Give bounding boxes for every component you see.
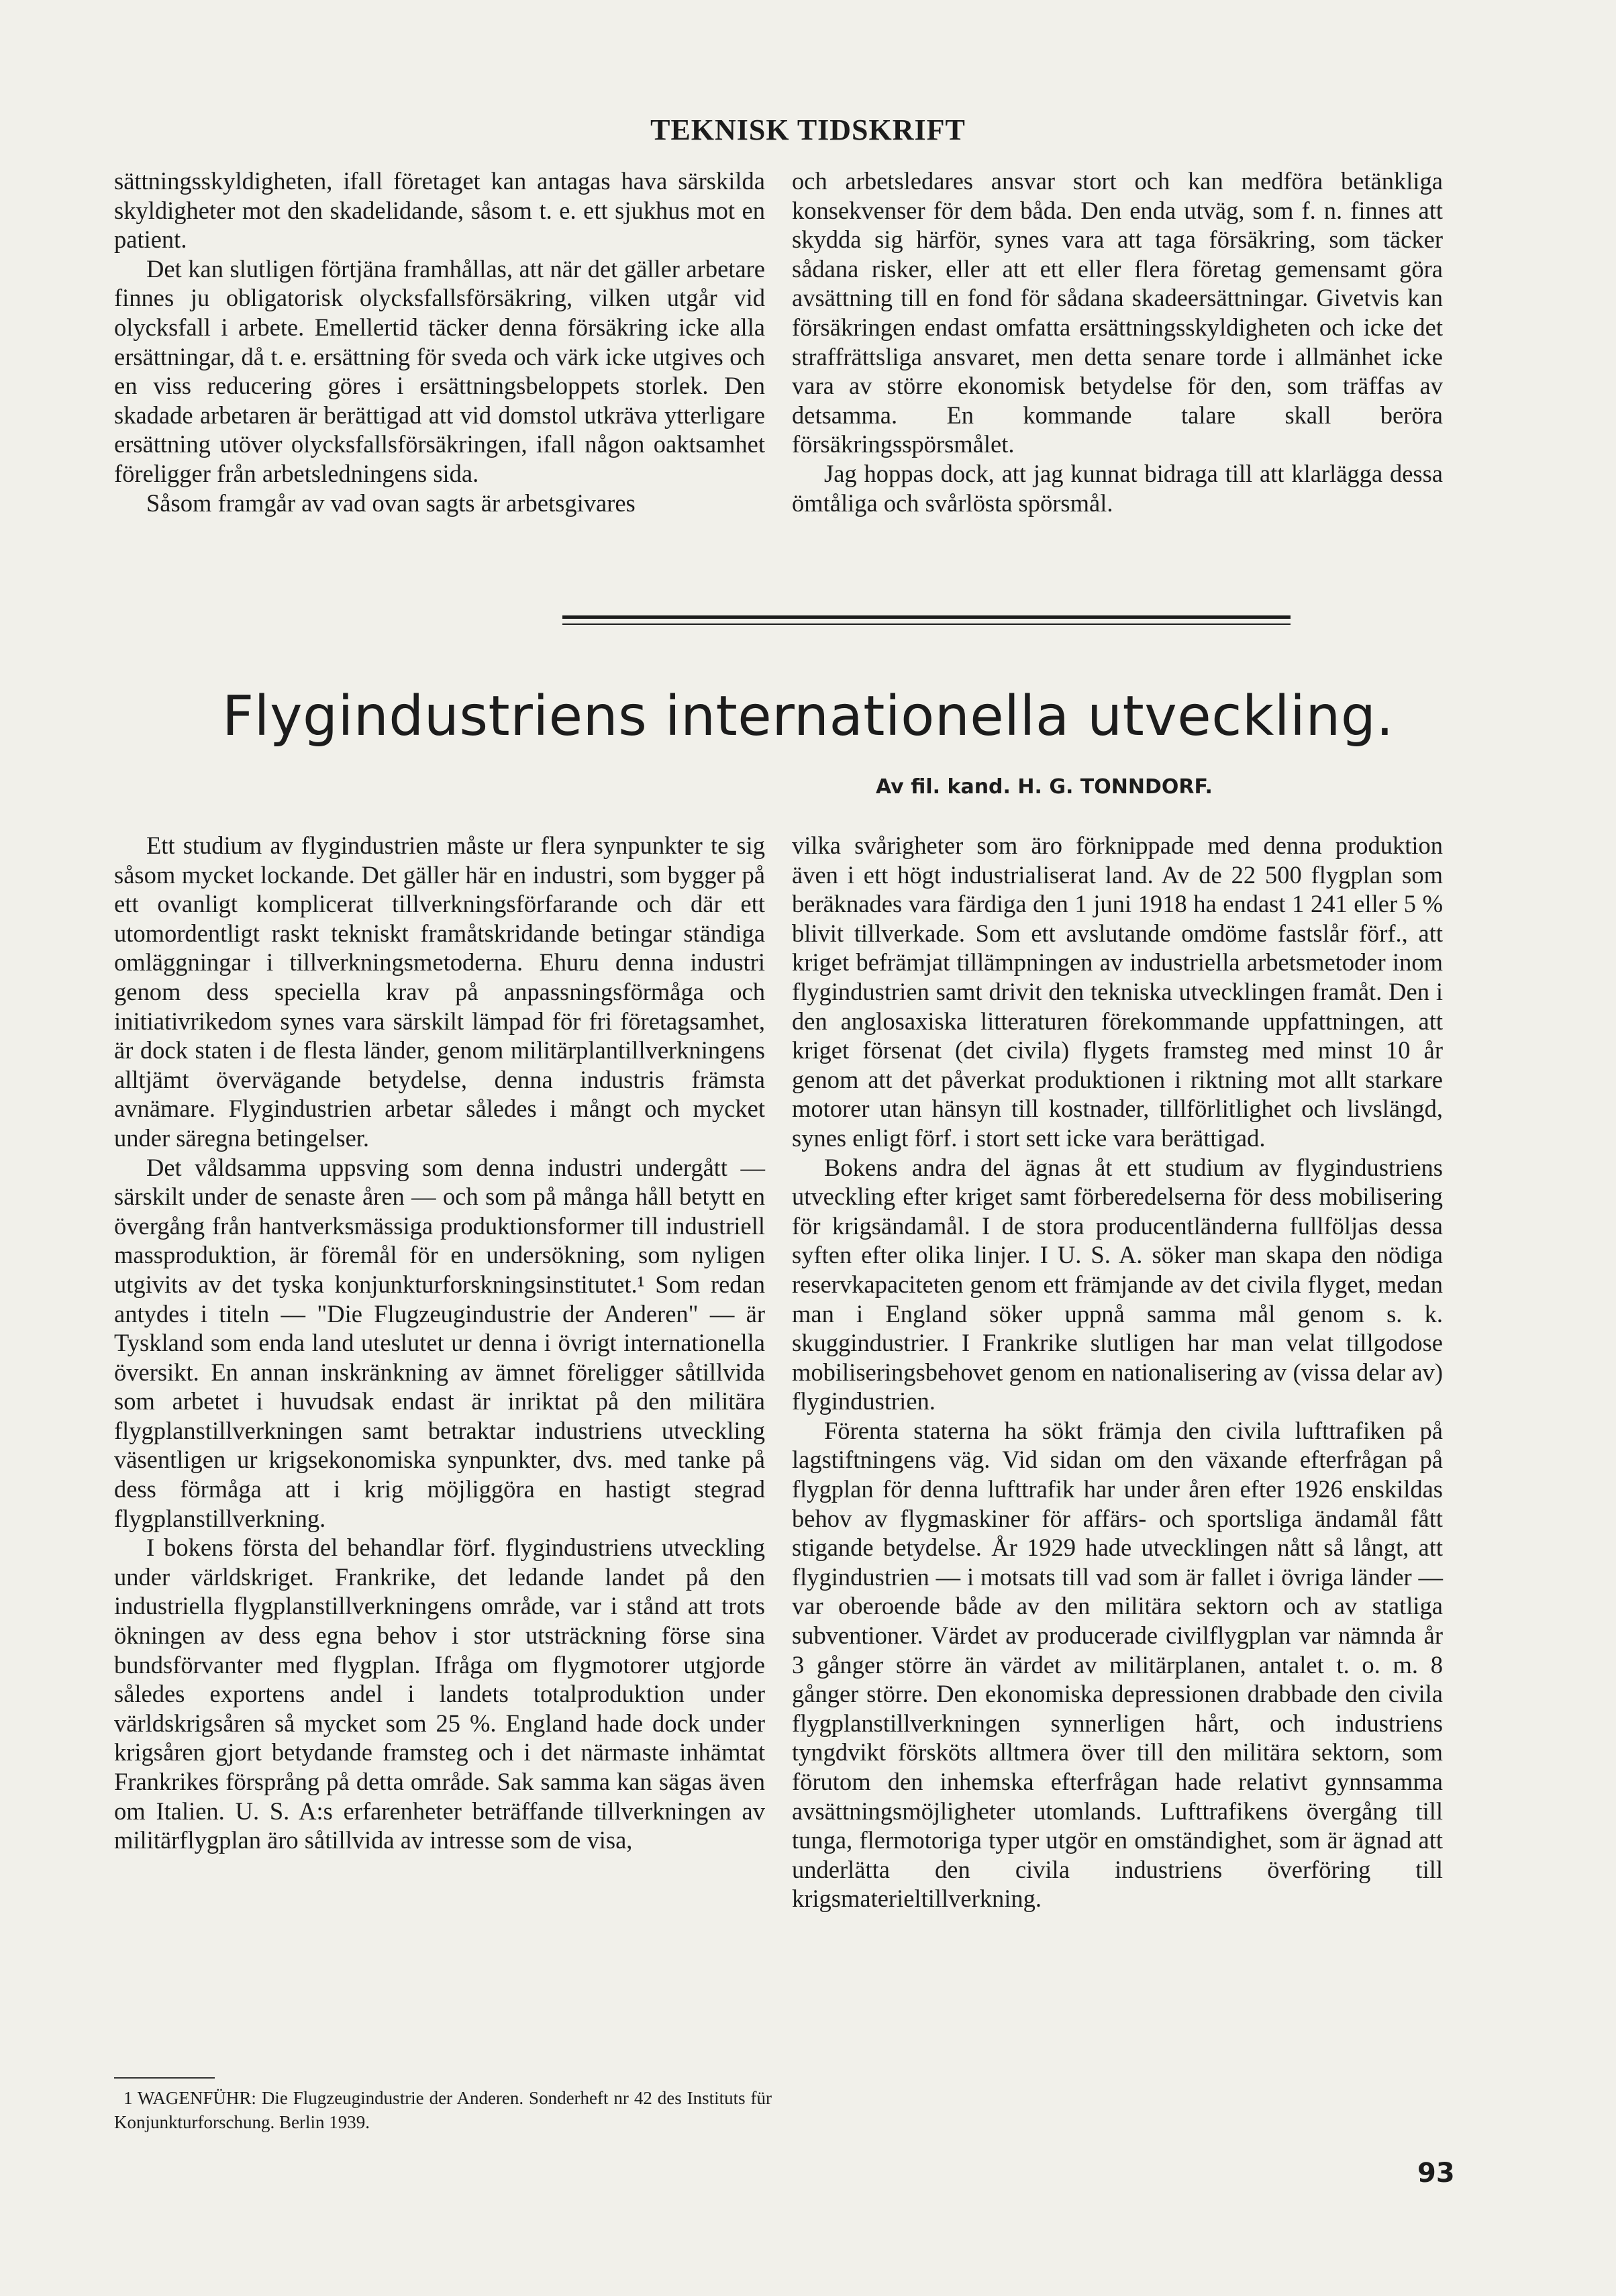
previous-article-right-column bbox=[792, 166, 1443, 517]
previous-article-left-column bbox=[114, 166, 765, 517]
paragraph: Det våldsamma uppsving som denna industri undergått — särskilt under de senaste åren — och som på många håll betytt en övergång från hantverksmässiga produktionsformer till industriell massproduktion, är föremål för en undersökning, som nyligen utgivits av det tyska konjunkturforskningsinstitutet.¹ Som redan antydes i titeln — "Die Flugzeugindustrie der Anderen" — är Tyskland som enda land uteslutet ur denna i övrigt internationella översikt. En annan inskränkning av ämnet föreligger såtillvida som arbetet i huvudsak endast är inriktat på den militära flygplanstillverkningen samt betraktar industriens utveckling väsentligen ur krigsekonomiska synpunkter, dvs. med tanke på dess förmåga att i krig möjliggöra en hastigt stegrad flygplanstillverkning. bbox=[114, 1153, 765, 1532]
paragraph: Det kan slutligen förtjäna framhållas, att när det gäller arbetare finnes ju obligatorisk olycksfallsförsäkring, vilken utgår vid olycksfall i arbete. Emellertid täcker denna försäkring icke alla ersättningar, då t. e. ersättning för sveda och värk icke utgives och en viss reducering göres i ersättningsbeloppets storlek. Den skadade arbetaren är berättigad att vid domstol utkräva ytterligare ersättning utöver olycksfallsförsäkringen, ifall någon oaktsamhet föreligger från arbetsledningens sida. bbox=[114, 254, 765, 487]
paragraph: vilka svårigheter som äro förknippade med denna produktion även i ett högt industrialiserat land. Av de 22 500 flygplan som beräknades vara färdiga den 1 juni 1918 ha endast 1 241 eller 5 % blivit tillverkade. Som ett avslutande omdöme fastslår förf., att kriget befrämjat tillämpningen av industriella arbetsmetoder inom flygindustrien samt drivit den tekniska utvecklingen framåt. Den i den anglosaxiska litteraturen förekommande uppfattningen, att kriget försenat (det civila) flygets framsteg med minst 10 år genom att det påverkat produktionen i riktning mot allt starkare motorer utan hänsyn till kostnader, tillförlitlighet och livslängd, synes enligt förf. i stort sett icke vara berättigad. bbox=[792, 832, 1443, 1152]
article-title: Flygindustriens internationella utveckling. bbox=[222, 685, 1394, 748]
article-left-column bbox=[114, 831, 765, 1855]
paragraph: sättningsskyldigheten, ifall företaget kan antagas hava särskilda skyldigheter mot den skadelidande, såsom t. e. ett sjukhus mot en patient. bbox=[114, 167, 765, 254]
page-number: 93 bbox=[1417, 2158, 1455, 2189]
paragraph: Såsom framgår av vad ovan sagts är arbetsgivares bbox=[146, 489, 636, 517]
paragraph: I bokens första del behandlar förf. flygindustriens utveckling under världskriget. Frankrike, det ledande landet på den industriella flygplanstillverkningens område, var i stånd att trots ökningen av dess egna behov i stor utsträckning förse sina bundsförvanter med flygplan. Ifråga om flygmotorer utgjorde således exportens andel i landets totalproduktion under världskrigsåren så mycket som 25 %. England hade dock under krigsåren gjort betydande framsteg och i det närmaste inhämtat Frankrikes försprång på detta område. Sak samma kan sägas även om Italien. U. S. A:s erfarenheter beträffande tillverkningen av militärflygplan äro såtillvida av intresse som de visa, bbox=[114, 1534, 765, 1854]
paragraph: och arbetsledares ansvar stort och kan medföra betänkliga konsekvenser för dem båda. Den enda utväg, som f. n. finnes att skydda sig härför, synes vara att taga försäkring, som täcker sådana risker, eller att ett eller flera företag gemensamt göra avsättning till en fond för sådana skadeersättningar. Givetvis kan försäkringen endast omfatta ersättningsskyldigheten och icke det straffrättsliga ansvaret, men detta senare torde i allmänhet icke vara av större ekonomisk betydelse för den, som träffas av detsamma. En kommande talare skall beröra försäkringsspörsmålet. bbox=[792, 167, 1443, 458]
section-divider-thin bbox=[562, 623, 1291, 625]
journal-header: TEKNISK TIDSKRIFT bbox=[650, 113, 966, 146]
section-divider bbox=[562, 615, 1291, 619]
article-right-column bbox=[792, 831, 1443, 1913]
footnote-divider bbox=[114, 2077, 215, 2079]
footnote bbox=[114, 2086, 772, 2134]
footnote-text: 1 WAGENFÜHR: Die Flugzeugindustrie der Anderen. Sonderheft nr 42 des Instituts für Konjunkturforschung. Berlin 1939. bbox=[114, 2088, 772, 2132]
article-byline: Av fil. kand. H. G. TONNDORF. bbox=[876, 775, 1213, 799]
paragraph: Bokens andra del ägnas åt ett studium av flygindustriens utveckling efter kriget samt förberedelserna för dess mobilisering för krigsändamål. I de stora producentländerna fullföljas dessa syften efter olika linjer. I U. S. A. söker man skapa den nödiga reservkapaciteten genom ett främjande av det civila flyget, medan man i England söker uppnå samma mål genom s. k. skuggindustrier. I Frankrike slutligen har man velat tillgodose mobiliseringsbehovet genom en nationalisering av (vissa delar av) flygindustrien. bbox=[792, 1153, 1443, 1415]
paragraph: Ett studium av flygindustrien måste ur flera synpunkter te sig såsom mycket lockande. Det gäller här en industri, som bygger på ett ovanligt komplicerat tillverkningsförfarande och där ett utomordentligt raskt tekniskt framåtskridande betingar ständiga omläggningar i tillverkningsmetoderna. Ehuru denna industri genom dess speciella krav på anpassningsförmåga och initiativrikedom synes vara särskilt lämpad för fri företagsamhet, är dock staten i de flesta länder, genom militärplantillverkningens alltjämt övervägande betydelse, denna industris främsta avnämare. Flygindustrien arbetar således i mångt och mycket under säregna betingelser. bbox=[114, 832, 765, 1152]
paragraph: Förenta staterna ha sökt främja den civila lufttrafiken på lagstiftningens väg. Vid sidan om den växande efterfrågan på flygplan för denna lufttrafik har under åren efter 1926 enskildas behov av flygmaskiner för affärs- och sportsliga ändamål fått stigande betydelse. År 1929 hade utvecklingen nått så långt, att flygindustrien — i motsats till vad som är fallet i övriga länder — var oberoende både av den militära sektorn och av statliga subventioner. Värdet av producerade civilflygplan var nämnda år 3 gånger större än värdet av militärplanen, antalet t. o. m. 8 gånger större. Den ekonomiska depressionen drabbade den civila flygplanstillverkningen synnerligen hårt, och industriens tyngdvikt försköts alltmera över till den militära sektorn, som förutom den inhemska efterfrågan hade relativt gynnsamma avsättningsmöjligheter utomlands. Lufttrafikens övergång till tunga, flermotoriga typer utgör en omständighet, som är ägnad att underlätta den civila industriens överföring till krigsmaterieltillverkning. bbox=[792, 1416, 1443, 1913]
paragraph: Jag hoppas dock, att jag kunnat bidraga till att klarlägga dessa ömtåliga och svårlösta spörsmål. bbox=[792, 459, 1443, 517]
